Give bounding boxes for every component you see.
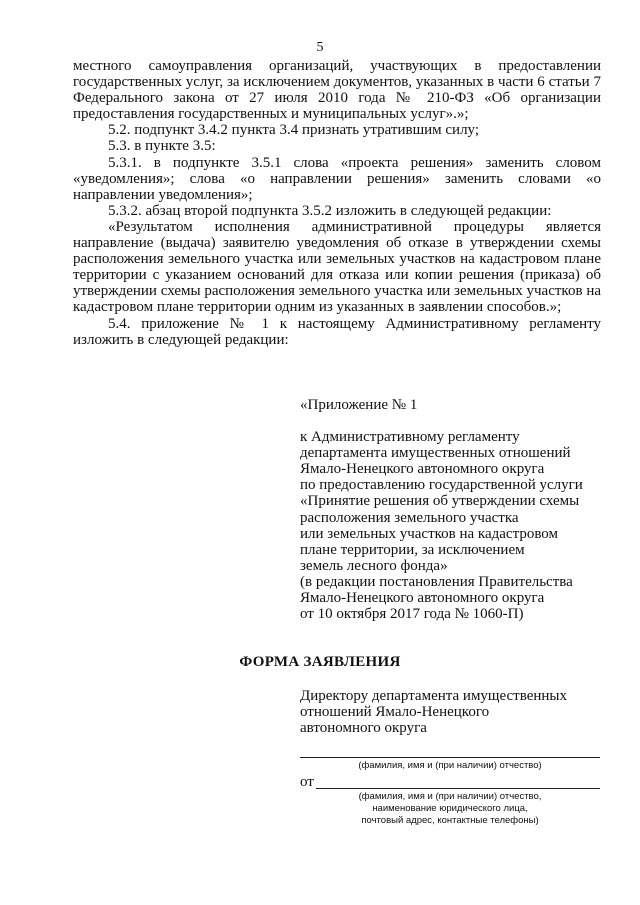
appendix-line: Ямало-Ненецкого автономного округа: [300, 590, 545, 607]
paragraph-5-2: 5.2. подпункт 3.4.2 пункта 3.4 признать утратившим силу;: [108, 122, 480, 139]
appendix-line: плане территории, за исключением: [300, 541, 525, 558]
name-fill-line: [300, 757, 600, 758]
from-caption-line: почтовый адрес, контактные телефоны): [361, 815, 539, 826]
addressee-line: Директору департамента имущественных: [300, 688, 568, 704]
paragraph-5-3-1: 5.3.1. в подпункте 3.5.1 слова «проекта решения» заменить словом «уведомления»; слова «о направлении решения» заменить словами «о направлении уведомления»;: [73, 154, 601, 203]
page-number: 5: [316, 40, 324, 55]
appendix-line: расположения земельного участка: [300, 509, 519, 526]
from-label: от: [300, 774, 314, 790]
addressee-line: автономного округа: [300, 720, 427, 737]
from-caption: [300, 791, 600, 827]
appendix-line: Ямало-Ненецкого автономного округа: [300, 461, 545, 478]
appendix-line: или земельных участков на кадастровом: [300, 525, 559, 542]
from-caption-line: (фамилия, имя и (при наличии) отчество,: [358, 791, 542, 802]
paragraph-quote: «Результатом исполнения административной процедуры является направление (выдача) заявителю уведомления об отказе в утверждении схемы расположения земельного участка или земельных участков на кадастровом плане территории с указанием оснований для отказа или копии решения (приказа) об утверждении схемы расположения земельного участка или земельных участков на кадастровом плане территории одним из указанных в заявлении способов.»;: [73, 218, 601, 316]
appendix-line: (в редакции постановления Правительства: [300, 573, 573, 590]
appendix-line: от 10 октября 2017 года № 1060-П): [300, 606, 524, 623]
paragraph-continuation: местного самоуправления организаций, участвующих в предоставлении государственных услуг, за исключением документов, указанных в части 6 статьи 7 Федерального закона от 27 июля 2010 года № 210-ФЗ «Об организации предоставления государственных и муниципальных услуг».»;: [73, 58, 601, 123]
addressee-block: [300, 688, 620, 736]
paragraph-5-3: 5.3. в пункте 3.5:: [108, 138, 216, 155]
paragraph-5-3-2: 5.3.2. абзац второй подпункта 3.5.2 изложить в следующей редакции:: [108, 202, 552, 219]
appendix-line: земель лесного фонда»: [300, 557, 448, 574]
appendix-title: «Приложение № 1: [300, 397, 418, 413]
appendix-block: [300, 397, 620, 622]
document-body: [73, 58, 601, 348]
name-caption: (фамилия, имя и (при наличии) отчество): [358, 760, 542, 771]
appendix-line: к Административному регламенту: [300, 429, 520, 446]
from-caption-line: наименование юридического лица,: [372, 803, 528, 814]
appendix-line: по предоставлению государственной услуги: [300, 477, 583, 494]
paragraph-5-4: 5.4. приложение № 1 к настоящему Административному регламенту изложить в следующей редакции:: [73, 315, 601, 348]
appendix-line: «Принятие решения об утверждении схемы: [300, 493, 580, 510]
appendix-line: департамента имущественных отношений: [300, 445, 571, 462]
from-fill-line: [316, 788, 600, 789]
addressee-line: отношений Ямало-Ненецкого: [300, 704, 490, 721]
form-title: ФОРМА ЗАЯВЛЕНИЯ: [239, 654, 401, 670]
